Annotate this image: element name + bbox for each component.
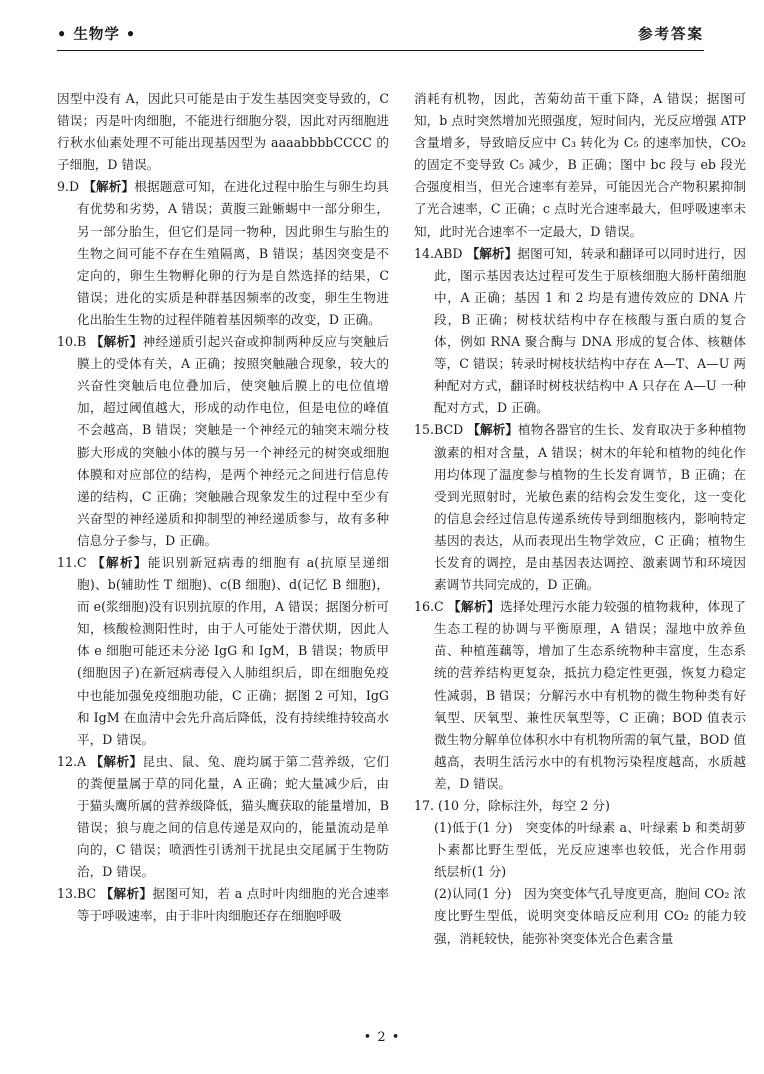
item-number: 11.C xyxy=(57,554,93,570)
right-column xyxy=(414,88,759,950)
item-text: 能识别新冠病毒的细胞有 a(抗原呈递细胞)、b(辅助性 T 细胞)、c(B 细胞)、d(记忆 B 细胞)，而 e(浆细胞)没有识别抗原的作用，A 错误；据图分析可知，核酸检测阳性时，由于人可能处于潜伏期，因此人体 e 细胞可能还未分泌 IgG 和 IgM，B 错误；物质甲(细胞因子)在新冠病毒侵入人肺组织后，即在细胞免疫中也能加强免疫细胞功能，C 正确；据图 2 可知，IgG 和 IgM 在血清中会先升高后降低，没有持续维持较高水平，D 错误。 xyxy=(77,554,390,747)
answer-item xyxy=(57,176,389,331)
answer-item xyxy=(57,331,389,552)
item-text: 据图可知，若 a 点时叶肉细胞的光合速率等于呼吸速率，由于非叶肉细胞还存在细胞呼吸 xyxy=(77,886,390,924)
subject-title: • 生物学 • xyxy=(57,25,137,43)
item-number: 14.ABD xyxy=(414,245,467,261)
item-text: 植物各器官的生长、发育取决于多种植物激素的相对含量，A 错误；树木的年轮和植物的纯化作用均体现了温度参与植物的生长发育调节，B 正确；在受到光照射时，光敏色素的结构会发生变化，这一变化的信息会经过信息传递系统传导到细胞核内，影响特定基因的表达，从而表现出生物学效应，C 正确；植物生长发育的调控，是由基因表达调控、激素调节和环境因素调节共同完成的，D 正确。 xyxy=(434,422,747,593)
answer-item xyxy=(414,795,746,817)
answer-item xyxy=(414,419,746,596)
page-number: • 2 • xyxy=(363,1030,401,1045)
item-text: 消耗有机物，因此，苦菊幼苗干重下降，A 错误；据图可知，b 点时突然增加光照强度，短时间内，光反应增强 ATP 含量增多，导致暗反应中 C₃ 转化为 C₅ 的速率加快，CO₂ 的固定不变导致 C₅ 减少，B 正确；图中 bc 段与 eb 段光合强度相当，但光合速率有差异，可能因光合产物积累抑制了光合速率，C 正确；c 点时光合速率最大，但呼吸速率未知，此时光合速率不一定最大，D 错误。 xyxy=(414,91,746,239)
analysis-tag: 【解析】 xyxy=(90,753,143,769)
item-text: 因型中没有 A，因此只可能是由于发生基因突变导致的，C 错误；丙是叶肉细胞，不能进行细胞分裂，因此对丙细胞进行秋水仙素处理不可能出现基因型为 aaaabbbbCCCC 的子细胞，D 错误。 xyxy=(57,91,389,173)
answer-subitem xyxy=(414,817,759,883)
analysis-tag: 【解析】 xyxy=(90,334,143,350)
header-rule xyxy=(57,50,704,51)
item-text: (2)认同(1 分) 因为突变体气孔导度更高，胞间 CO₂ 浓度比野生型低，说明突变体暗反应利用 CO₂ 的能力较强，消耗较快，能弥补突变体光合色素含量 xyxy=(434,886,746,946)
item-number: 12.A xyxy=(57,753,91,769)
answer-item xyxy=(414,596,746,795)
analysis-tag: 【解析】 xyxy=(83,179,135,195)
item-number: 17. xyxy=(414,798,439,813)
answer-label: 参考答案 xyxy=(638,25,704,43)
analysis-tag: 【解析】 xyxy=(467,422,519,438)
item-text: 据图可知，转录和翻译可以同时进行，因此，图示基因表达过程可发生于原核细胞大肠杆菌细胞中，A 正确；基因 1 和 2 均是有遗传效应的 DNA 片段，B 正确；树枝状结构中存在核酸与蛋白质的复合体，例如 RNA 聚合酶与 DNA 形成的复合体、核糖体等，C 错误；转录时树枝状结构中存在 A—T、A—U 两种配对方式，翻译时树枝状结构中 A 只存在 A—U 一种配对方式，D 正确。 xyxy=(434,245,747,416)
item-text: (1)低于(1 分) 突变体的叶绿素 a、叶绿素 b 和类胡萝卜素都比野生型低，光反应速率也较低，光合作用弱 纸层析(1 分) xyxy=(434,820,759,880)
item-text: (10 分，除标注外，每空 2 分) xyxy=(438,798,610,813)
item-text: 选择处理污水能力较强的植物栽种，体现了生态工程的协调与平衡原理，A 错误；湿地中放养鱼苗、种植莲藕等，增加了生态系统物种丰富度，生态系统的营养结构更复杂，抵抗力稳定性更强，恢复力稳定性减弱，B 错误；分解污水中有机物的微生物种类有好氧型、厌氧型、兼性厌氧型等，C 正确；BOD 值表示微生物分解单位体积水中有机物所需的氧气量，BOD 值越高，表明生活污水中的有机物污染程度越高，水质越差，D 错误。 xyxy=(434,599,747,791)
analysis-tag: 【解析】 xyxy=(448,599,500,615)
answer-subitem xyxy=(414,883,746,949)
item-text: 昆虫、鼠、兔、鹿均属于第二营养级，它们的粪便量属于草的同化量，A 正确；蛇大量减少后，由于猫头鹰所属的营养级降低，猫头鹰获取的能量增加，B 错误；狼与鹿之间的信息传递是双向的，能量流动是单向的，C 错误；喷洒性引诱剂干扰昆虫交尾属于生物防治，D 错误。 xyxy=(77,753,389,880)
continued-text xyxy=(414,88,746,243)
item-number: 13.BC xyxy=(57,886,101,902)
answer-item xyxy=(414,243,746,420)
analysis-tag: 【解析】 xyxy=(466,245,518,261)
answer-item xyxy=(57,552,389,751)
analysis-tag: 【解析】 xyxy=(100,886,153,902)
item-number: 9.D xyxy=(57,179,84,195)
analysis-tag: 【解析】 xyxy=(92,554,148,570)
page-header xyxy=(57,22,704,44)
item-number: 15.BCD xyxy=(414,422,468,438)
item-text: 根据题意可知，在进化过程中胎生与卵生均具有优势和劣势，A 错误；黄腹三趾蜥蜴中一部分卵生，另一部分胎生，但它们是同一物种，因此卵生与胎生的生物之间可能不存在生殖隔离，B 错误；基因突变是不定向的，卵生生物孵化卵的行为是自然选择的结果，C 错误；进化的实质是种群基因频率的改变，卵生生物进化出胎生生物的过程伴随着基因频率的改变，D 正确。 xyxy=(77,179,390,327)
answer-item xyxy=(57,883,389,927)
item-number: 16.C xyxy=(414,599,449,615)
answer-item xyxy=(57,751,389,884)
item-number: 10.B xyxy=(57,334,91,350)
left-column xyxy=(57,88,389,928)
item-text: 神经递质引起兴奋或抑制两种反应与突触后膜上的受体有关，A 正确；按照突触融合现象，较大的兴奋性突触后电位叠加后，使突触后膜上的电位值增加，超过阈值越大，形成的动作电位，但是电位的峰值不会越高，B 错误；突触是一个神经元的轴突末端分枝膨大形成的突触小体的膜与另一个神经元的树突或细胞体膜和对应部位的结构，是两个神经元之间进行信息传递的结构，C 正确；突触融合现象发生的过程中至少有兴奋型的神经递质和抑制型的神经递质参与，故有多种信息分子参与，D 正确。 xyxy=(77,334,390,548)
continued-text xyxy=(57,88,389,176)
